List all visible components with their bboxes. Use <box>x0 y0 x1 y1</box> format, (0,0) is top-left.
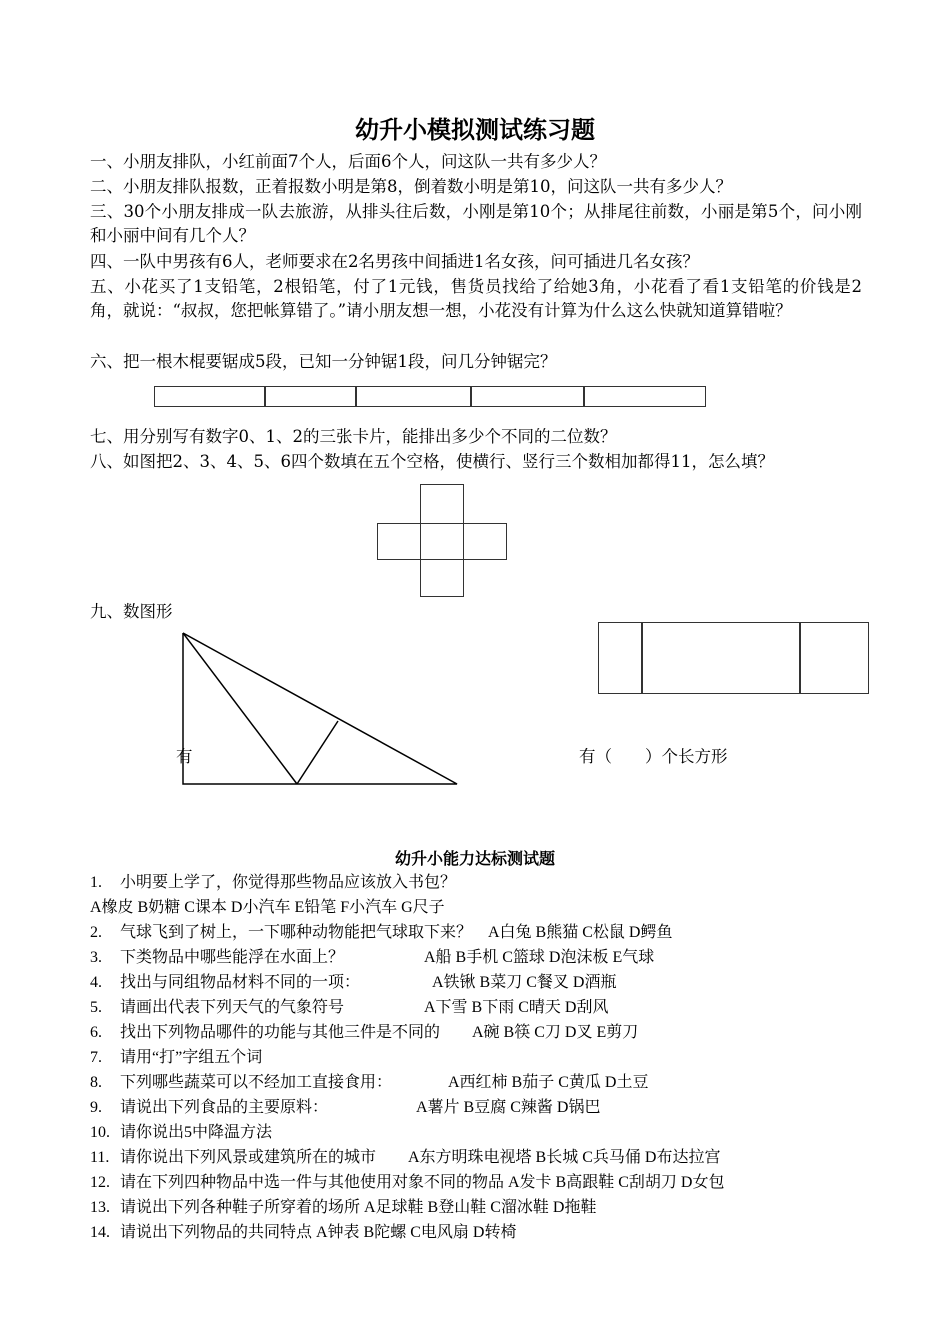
question-number: 9. <box>90 1099 102 1116</box>
list-item <box>90 945 654 970</box>
question-number: 3. <box>90 949 102 966</box>
question-text: 请用“打”字组五个词 <box>120 1049 263 1066</box>
question-8: 八、如图把2、3、4、5、6四个数填在五个空格，使横行、竖行三个数相加都得11，怎么填？ <box>90 452 774 471</box>
question-number: 5. <box>90 999 102 1016</box>
list-item <box>90 1220 516 1245</box>
question-text: 请你说出下列风景或建筑所在的城市 A东方明珠电视塔 B长城 C兵马俑 D布达拉宫 <box>120 1149 721 1166</box>
list-item <box>90 920 672 945</box>
question-text: 请你说出5中降温方法 <box>120 1124 273 1141</box>
list-item <box>90 1045 262 1070</box>
question-text: 下列哪些蔬菜可以不经加工直接食用： A西红柿 B茄子 C黄瓜 D土豆 <box>120 1074 649 1091</box>
list-item <box>90 1170 724 1195</box>
list-item <box>90 1095 600 1120</box>
list-item <box>90 1195 596 1220</box>
question-4: 四、一队中男孩有6人，老师要求在2名男孩中间插进1名女孩，问可插进几名女孩？ <box>90 252 699 271</box>
question-number: 2. <box>90 924 102 941</box>
question-text: 请说出下列各种鞋子所穿着的场所 A足球鞋 B登山鞋 C溜冰鞋 D拖鞋 <box>120 1199 597 1216</box>
question-text: 请说出下列食品的主要原料： A薯片 B豆腐 C辣酱 D锅巴 <box>120 1099 601 1116</box>
question-text: 请画出代表下列天气的气象符号 A下雪 B下雨 C晴天 D刮风 <box>120 999 609 1016</box>
question-text: 下类物品中哪些能浮在水面上？ A船 B手机 C篮球 D泡沫板 E气球 <box>120 949 655 966</box>
list-item <box>90 995 608 1020</box>
section-title: 幼升小能力达标测试题 <box>394 849 555 868</box>
question-number: 7. <box>90 1049 102 1066</box>
list-item <box>90 895 445 920</box>
question-number: 14. <box>90 1224 110 1241</box>
question-number: 12. <box>90 1174 110 1191</box>
question-1: 一、小朋友排队，小红前面7个人，后面6个人，问这队一共有多少人？ <box>90 152 606 171</box>
question-6: 六、把一根木棍要锯成5段，已知一分钟锯1段，问几分钟锯完？ <box>90 352 557 371</box>
page-title: 幼升小模拟测试练习题 <box>355 115 595 144</box>
question-number: 4. <box>90 974 102 991</box>
question-3: 三、30个小朋友排成一队去旅游，从排头往后数，小刚是第10个；从排尾往前数，小丽是第5个，问小刚和小丽中间有几个人？ <box>90 202 862 245</box>
question-text: 气球飞到了树上，一下哪种动物能把气球取下来？ A白兔 B熊猫 C松鼠 D鳄鱼 <box>120 924 673 941</box>
question-number: 8. <box>90 1074 102 1091</box>
list-item <box>90 970 616 995</box>
question-number: 10. <box>90 1124 110 1141</box>
question-7: 七、用分别写有数字0、1、2的三张卡片，能排出多少个不同的二位数？ <box>90 427 617 446</box>
question-text: A橡皮 B奶糖 C课本 D小汽车 E铅笔 F小汽车 G尺子 <box>90 899 445 916</box>
question-number: 6. <box>90 1024 102 1041</box>
question-text: 找出与同组物品材料不同的一项： A铁锹 B菜刀 C餐叉 D酒瓶 <box>120 974 617 991</box>
question-2: 二、小朋友排队报数，正着报数小明是第8，倒着数小明是第10，问这队一共有多少人？ <box>90 177 732 196</box>
triangle-count-label: 有 <box>176 747 193 766</box>
question-9: 九、数图形 <box>90 602 173 621</box>
list-item <box>90 1070 648 1095</box>
triangle-figure <box>170 625 470 795</box>
list-item <box>90 1020 638 1045</box>
question-5: 五、小花买了1支铅笔，2根铅笔，付了1元钱，售货员找给了给她3角，小花看了看1支铅笔的价钱是2角，就说：“叔叔，您把帐算错了。”请小朋友想一想，小花没有计算为什么这么快就知道算错啦？ <box>90 277 862 320</box>
question-number: 1. <box>90 874 102 891</box>
list-item <box>90 1120 272 1145</box>
question-text: 请在下列四种物品中选一件与其他使用对象不同的物品 A发卡 B高跟鞋 C刮胡刀 D女包 <box>120 1174 725 1191</box>
list-item <box>90 1145 720 1170</box>
question-text: 请说出下列物品的共同特点 A钟表 B陀螺 C电风扇 D转椅 <box>120 1224 517 1241</box>
question-number: 13. <box>90 1199 110 1216</box>
rectangle-count-label: 有（ ）个长方形 <box>579 747 728 766</box>
question-text: 找出下列物品哪件的功能与其他三件是不同的 A碗 B筷 C刀 D叉 E剪刀 <box>120 1024 639 1041</box>
question-number: 11. <box>90 1149 110 1166</box>
list-item <box>90 870 456 895</box>
question-text: 小明要上学了，你觉得那些物品应该放入书包？ <box>120 874 457 891</box>
